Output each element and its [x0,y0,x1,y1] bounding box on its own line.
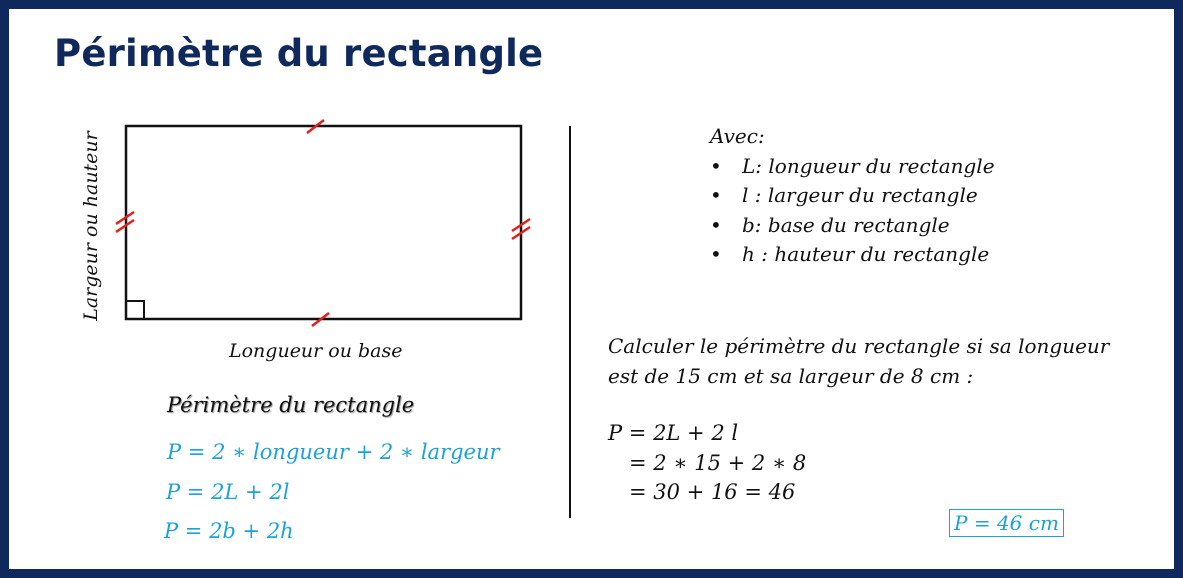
legend-item [710,211,995,241]
formula-heading: Périmètre du rectangle [167,393,415,417]
formula-line-3: P = 2b + 2h [164,519,294,543]
bottom-label: Longueur ou base [229,340,403,362]
page-title: Périmètre du rectangle [54,32,544,75]
legend-item [710,240,995,270]
vertical-divider [569,126,571,518]
legend-item-text: h : hauteur du rectangle [742,242,990,266]
exercise-step-2: = 2 ∗ 15 + 2 ∗ 8 [629,451,807,475]
formula-line-1: P = 2 ∗ longueur + 2 ∗ largeur [167,440,500,464]
legend-item-text: b: base du rectangle [742,212,950,237]
bullet-icon: • [710,242,722,266]
legend-item [710,152,995,182]
formula-line-2: P = 2L + 2l [166,480,290,504]
exercise-step-1: P = 2L + 2 l [608,421,739,445]
bullet-icon: • [710,153,722,178]
legend-item-text: l : largeur du rectangle [742,183,978,207]
exercise-question-line-2: est de 15 cm et sa largeur de 8 cm : [608,364,974,388]
legend-intro: Avec: [710,124,765,148]
bullet-icon: • [710,183,722,207]
legend-item [710,181,995,211]
exercise-step-3: = 30 + 16 = 46 [629,480,796,504]
rectangle-shape [126,126,521,319]
right-angle-icon [126,301,144,319]
bullet-icon: • [710,212,722,237]
answer-box: P = 46 cm [949,509,1064,537]
exercise-question-line-1: Calculer le périmètre du rectangle si sa longueur [608,334,1110,358]
legend-item-text: L: longueur du rectangle [742,153,995,178]
side-label: Largeur ou hauteur [80,131,102,321]
variable-legend [710,122,995,270]
